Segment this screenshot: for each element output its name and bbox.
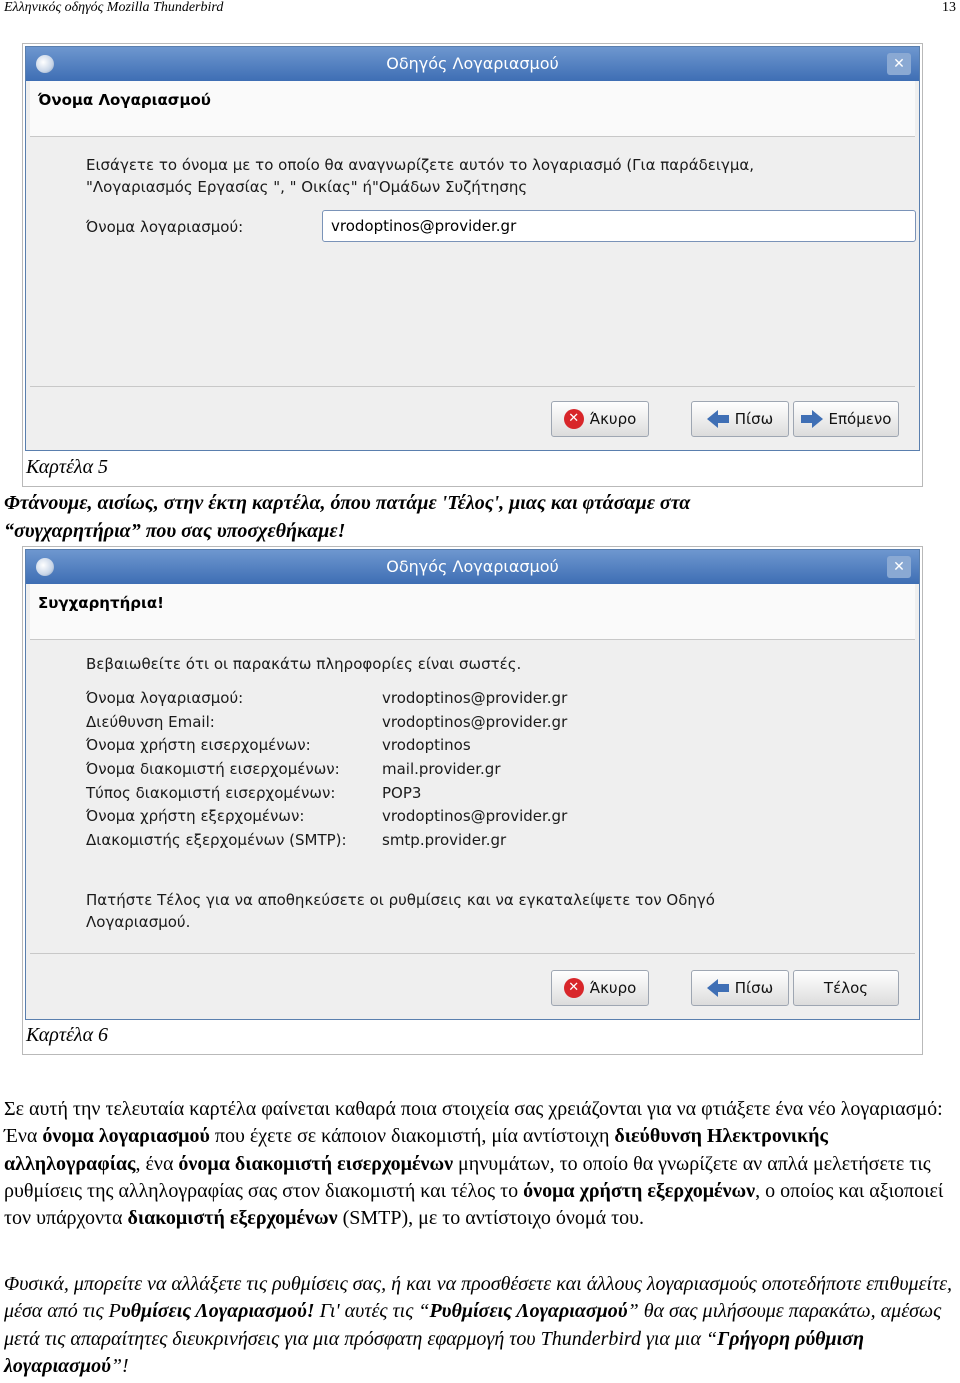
body-text-span: μηνυμάτων, το οποίο θα γνωρίζετε αν απλά μελετήσετε τις ρυθμίσεις της αλληλογραφίας σας στον διακομιστή και τέλος το <box>4 1152 931 1202</box>
back-button-label: Πίσω <box>734 979 774 997</box>
body-bold-span: όνομα διακομιστή εισερχομένων <box>178 1152 454 1175</box>
body-text-span: , ο οποίος και αξιοποιεί τον υπάρχοντα <box>4 1179 944 1230</box>
close-icon[interactable]: ✕ <box>887 556 911 578</box>
body-bold-span: όνομα χρήστη εξερχομένων <box>523 1179 756 1202</box>
closing-bold-span: Ρυθμίσεις Λογαριασμού <box>429 1300 628 1323</box>
cancel-button-label: Άκυρο <box>589 410 637 428</box>
summary-value: POP3 <box>382 783 422 802</box>
summary-row <box>86 736 846 760</box>
summary-intro: Βεβαιωθείτε ότι οι παρακάτω πληροφορίες είναι σωστές. <box>86 655 522 673</box>
summary-row <box>86 784 846 808</box>
page-number: 13 <box>942 0 956 15</box>
account-name-label: Όνομα λογαριασμού: <box>86 218 244 236</box>
closing-paragraph <box>4 1271 956 1380</box>
summary-value: vrodoptinos@provider.gr <box>382 689 568 707</box>
wizard-body <box>30 138 915 386</box>
summary-row <box>86 713 846 737</box>
between-line: “συγχαρητήρια” που σας υποσχεθήκαμε! <box>4 520 346 542</box>
cancel-icon: ✕ <box>564 409 584 429</box>
next-button[interactable] <box>793 401 899 437</box>
summary-label: Τύπος διακομιστή εισερχομένων: <box>86 783 336 802</box>
body-paragraph <box>4 1096 956 1232</box>
closing-bold-span: Γρήγορη ρύθμιση λογαριασμού <box>4 1327 864 1377</box>
figure-caption: Καρτέλα 6 <box>26 1024 109 1046</box>
body-text-span: , ένα <box>135 1152 179 1175</box>
summary-row <box>86 760 846 784</box>
wizard-page-heading: Όνομα Λογαριασμού <box>38 91 211 109</box>
summary-label: Όνομα διακομιστή εισερχομένων: <box>86 760 340 779</box>
summary-label: Όνομα χρήστη εξερχομένων: <box>86 807 305 826</box>
instructions-line: Εισάγετε το όνομα με το οποίο θα αναγνωρίζετε αυτόν το λογαριασμό (Για παράδειγμα, <box>86 156 755 174</box>
closing-text-span: Γι' αυτές τις “ <box>314 1300 430 1323</box>
back-button-label: Πίσω <box>734 410 774 428</box>
summary-label: Όνομα χρήστη εισερχομένων: <box>86 736 311 755</box>
account-summary <box>86 689 846 855</box>
body-bold-span: όνομα λογαριασμού <box>42 1125 210 1148</box>
summary-value: vrodoptinos@provider.gr <box>382 712 568 731</box>
summary-row <box>86 807 846 831</box>
summary-value: smtp.provider.gr <box>382 831 507 850</box>
summary-value: vrodoptinos@provider.gr <box>382 807 568 826</box>
wizard-body <box>30 641 915 953</box>
document-title: Ελληνικός οδηγός Mozilla Thunderbird <box>4 0 224 15</box>
summary-row <box>86 831 846 855</box>
body-text-span: (SMTP), με το αντίστοιχο όνομά του. <box>337 1207 645 1230</box>
page-header <box>4 0 956 18</box>
instructions-line: "Λογαριασμός Εργασίας ", " Οικίας" ή"Ομάδων Συζήτησης <box>86 178 528 196</box>
cancel-button-label: Άκυρο <box>589 979 637 997</box>
body-bold-span: διεύθυνση Ηλεκτρονικής αλληλογραφίας <box>4 1125 828 1175</box>
button-separator <box>30 386 915 387</box>
wizard-instructions <box>86 154 846 198</box>
figure-caption: Καρτέλα 5 <box>26 456 109 478</box>
summary-value: mail.provider.gr <box>382 760 501 779</box>
finish-button[interactable] <box>793 970 899 1006</box>
button-separator <box>30 953 915 954</box>
dialog-title: Οδηγός Λογαριασμού <box>386 557 559 576</box>
cancel-icon: ✕ <box>564 978 584 998</box>
closing-text-span: Φυσικά, μπορείτε να αλλάξετε τις ρυθμίσεις σας, ή και να προσθέσετε και άλλους λογαριασμούς οποτεδήποτε επιθυμείτε, μέσα από τις Ρ <box>4 1273 953 1323</box>
cancel-button[interactable] <box>551 970 649 1006</box>
summary-outro <box>86 889 806 933</box>
wizard-page-header <box>30 81 915 137</box>
close-icon[interactable]: ✕ <box>887 53 911 75</box>
closing-text-span: ” θα σας μιλήσουμε παρακάτω, αμέσως μετά τις απαραίτητες διευκρινήσεις για μια πρόσφατη εφαρμογή του Thunderbird για μια “ <box>4 1300 942 1350</box>
dialog-titlebar <box>26 550 919 584</box>
next-button-label: Επόμενο <box>828 410 892 428</box>
summary-row <box>86 689 846 713</box>
summary-label: Διεύθυνση Email: <box>86 712 215 731</box>
outro-line: Πατήστε Τέλος για να αποθηκεύσετε οι ρυθμίσεις και να εγκαταλείψετε τον Οδηγό <box>86 891 715 909</box>
wizard-page-heading: Συγχαρητήρια! <box>38 594 164 612</box>
outro-line: Λογαριασμού. <box>86 913 191 931</box>
body-text-span: Σε αυτή την τελευταία καρτέλα φαίνεται καθαρά ποια στοιχεία σας χρειάζονται για να φτιάξετε ένα νέο λογαριασμό: Ένα <box>4 1098 943 1148</box>
back-button[interactable] <box>691 970 789 1006</box>
account-wizard-dialog <box>25 46 920 451</box>
between-paragraph <box>4 489 904 545</box>
arrow-right-icon <box>801 410 823 428</box>
arrow-left-icon <box>707 979 729 997</box>
figure-account-name <box>22 43 923 487</box>
cancel-button[interactable] <box>551 401 649 437</box>
summary-label: Όνομα λογαριασμού: <box>86 689 244 707</box>
back-button[interactable] <box>691 401 789 437</box>
between-line: Φτάνουμε, αισίως, στην έκτη καρτέλα, όπου πατάμε 'Τέλος', μιας και φτάσαμε στα <box>4 492 691 514</box>
arrow-left-icon <box>707 410 729 428</box>
closing-text-span: ”! <box>110 1354 129 1377</box>
summary-value: vrodoptinos <box>382 736 471 755</box>
body-bold-span: διακομιστή εξερχομένων <box>127 1207 338 1230</box>
account-name-input[interactable]: vrodoptinos@provider.gr <box>322 210 916 242</box>
body-text-span: που έχετε σε κάποιον διακομιστή, μία αντίστοιχη <box>209 1125 615 1148</box>
dialog-title: Οδηγός Λογαριασμού <box>386 54 559 73</box>
wizard-page-header <box>30 584 915 640</box>
account-wizard-dialog <box>25 549 920 1020</box>
figure-congratulations <box>22 546 923 1055</box>
finish-button-label: Τέλος <box>823 979 869 997</box>
summary-label: Διακομιστής εξερχομένων (SMTP): <box>86 831 347 850</box>
closing-bold-span: υθμίσεις Λογαριασμού! <box>120 1300 315 1323</box>
dialog-titlebar <box>26 47 919 81</box>
